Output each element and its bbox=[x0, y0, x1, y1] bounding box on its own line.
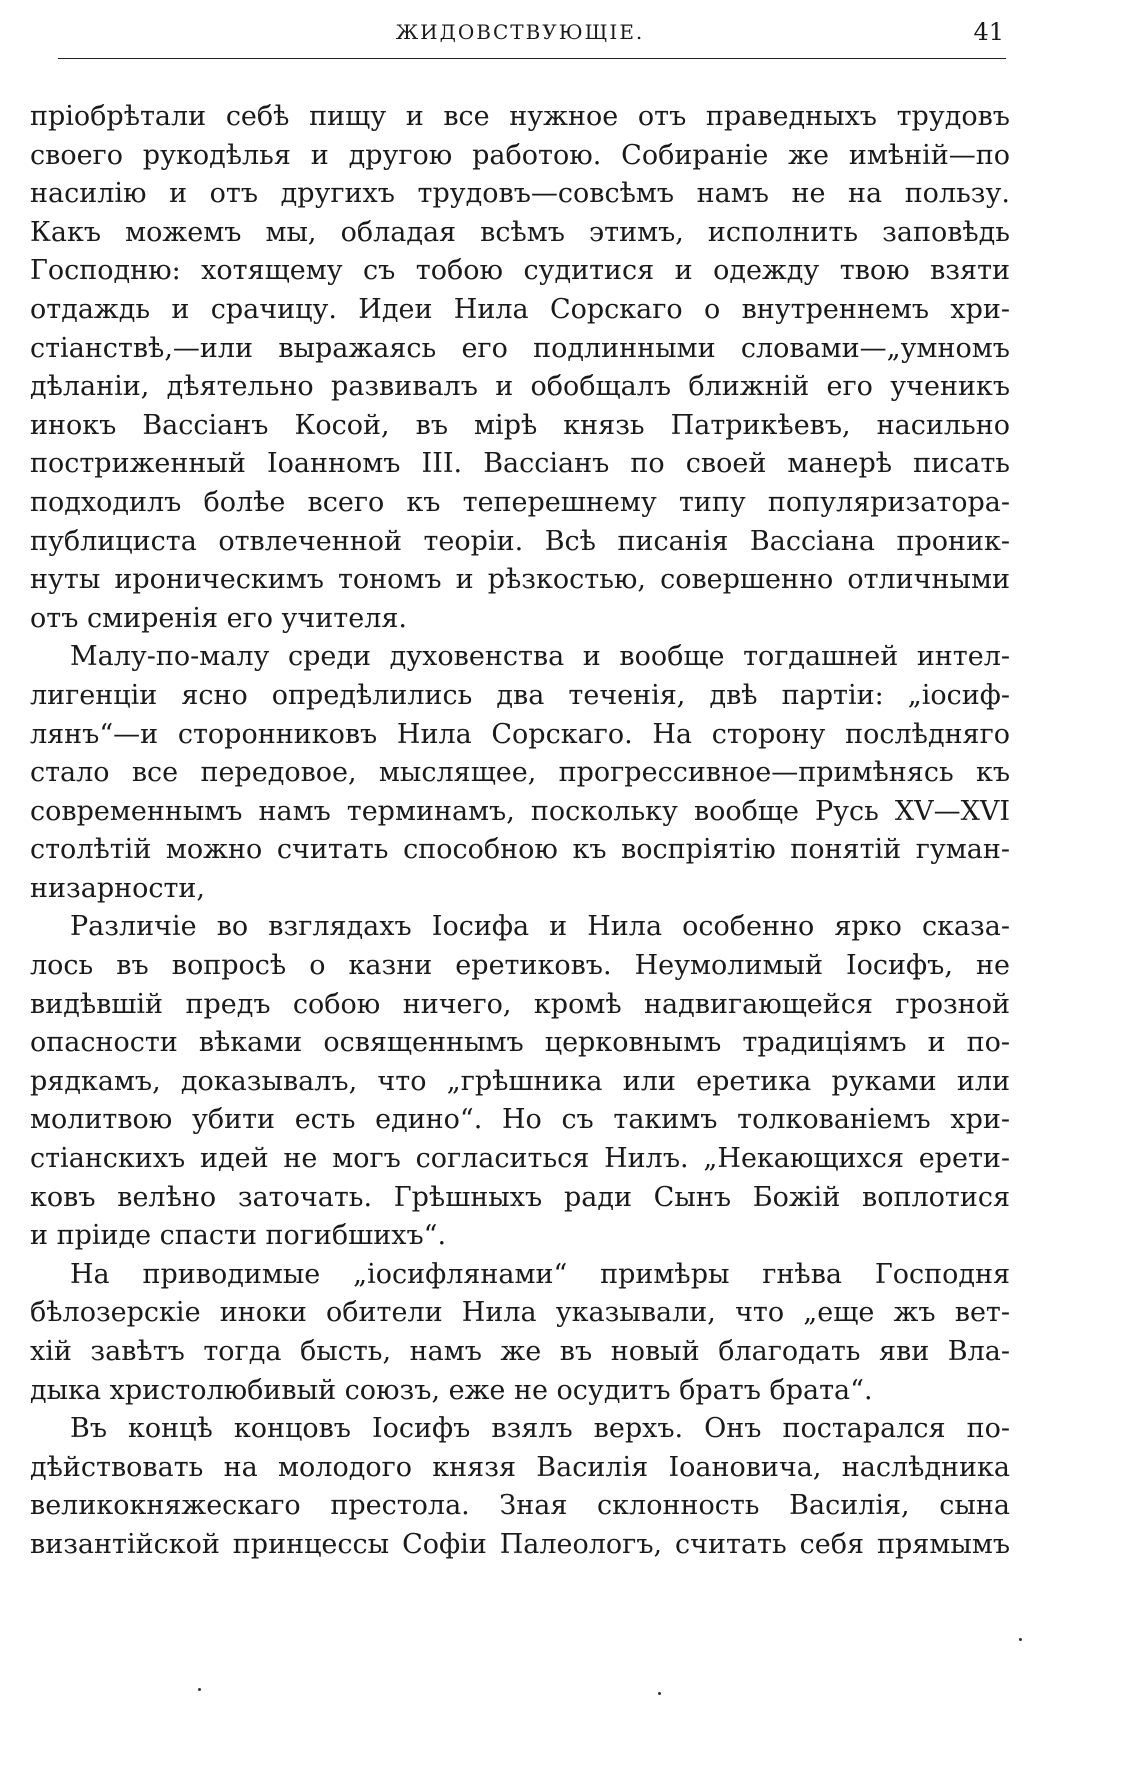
text-line: На приводимые „іосифлянами“ примѣры гнѣва Господня bbox=[70, 1258, 1010, 1290]
text-line: хій завѣтъ тогда бысть, намъ же въ новый благодать яви Вла- bbox=[30, 1336, 1010, 1367]
text-line: насилію и отъ другихъ трудовъ—совсѣмъ намъ не на пользу. bbox=[30, 178, 1010, 210]
text-line: молитвою убити есть едино“. Но съ такимъ толкованіемъ хри- bbox=[30, 1104, 1010, 1136]
text-line: отдаждь и срачицу. Идеи Нила Сорскаго о внутреннемъ хри- bbox=[30, 293, 1010, 325]
header-rule bbox=[58, 58, 1006, 59]
running-header bbox=[30, 0, 1010, 54]
text-body bbox=[30, 98, 1010, 1565]
text-line: пріобрѣтали себѣ пищу и все нужное отъ праведныхъ трудовъ bbox=[30, 101, 1010, 132]
scan-speck bbox=[1019, 1638, 1022, 1641]
text-line: Какъ можемъ мы, обладая всѣмъ этимъ, исполнить заповѣдь bbox=[30, 216, 1010, 248]
book-page bbox=[30, 0, 1010, 1560]
text-line: византійской принцессы Софіи Палеологъ, считать себя прямымъ bbox=[30, 1528, 1010, 1560]
text-line: Господню: хотящему съ тобою судитися и одежду твою взяти bbox=[30, 255, 1010, 287]
text-line: дѣланіи, дѣятельно развивалъ и обобщалъ ближній его ученикъ bbox=[30, 371, 1010, 403]
text-line: Различіе во взглядахъ Іосифа и Нила особенно ярко сказа- bbox=[70, 911, 1010, 943]
paragraph bbox=[30, 908, 1010, 1255]
text-line: публициста отвлеченной теоріи. Всѣ писанія Вассіана проник- bbox=[30, 525, 1010, 557]
text-line: стіанствѣ,—или выражаясь его подлинными словами—„умномъ bbox=[30, 332, 1010, 364]
text-line: опасности вѣками освященнымъ церковнымъ традиціямъ и по- bbox=[30, 1027, 1010, 1059]
text-line: дыка христолюбивый союзъ, еже не осудитъ братъ брата“. bbox=[30, 1374, 873, 1406]
text-line: бѣлозерскіе иноки обители Нила указывали, что „еще жъ вет- bbox=[30, 1297, 1010, 1329]
text-line: подходилъ болѣе всего къ теперешнему типу популяризатора- bbox=[30, 486, 1010, 518]
text-line: нуты ироническимъ тономъ и рѣзкостью, совершенно отличными bbox=[30, 564, 1010, 596]
running-title: ЖИДОВСТВУЮЩІЕ. bbox=[395, 20, 645, 44]
text-line: рядкамъ, доказывалъ, что „грѣшника или еретика руками или bbox=[30, 1065, 1010, 1097]
text-line: современнымъ намъ терминамъ, поскольку вообще Русь XV—XVI bbox=[30, 795, 1010, 827]
text-line: видѣвшій предъ собою ничего, кромѣ надвигающейся грозной bbox=[30, 988, 1010, 1020]
text-line: стало все передовое, мыслящее, прогрессивное—примѣнясь къ bbox=[30, 757, 1010, 789]
text-line: стіанскихъ идей не могъ согласиться Нилъ. „Некающихся ерети- bbox=[30, 1143, 1010, 1175]
text-line: лянъ“—и сторонниковъ Нила Сорскаго. На сторону послѣдняго bbox=[30, 718, 1010, 750]
text-line: великокняжескаго престола. Зная склонность Василія, сына bbox=[30, 1490, 1010, 1522]
paragraph bbox=[30, 1256, 1010, 1410]
text-line: лось въ вопросѣ о казни еретиковъ. Неумолимый Іосифъ, не bbox=[30, 950, 1010, 982]
text-line: столѣтій можно считать способною къ воспріятію понятій гуман- bbox=[30, 834, 1010, 866]
text-line: Малу-по-малу среди духовенства и вообще тогдашней интел- bbox=[70, 641, 1010, 673]
text-line: постриженный Іоанномъ III. Вассіанъ по своей манерѣ писать bbox=[30, 448, 1010, 480]
text-line: низарности, bbox=[30, 872, 205, 904]
page-number: 41 bbox=[973, 18, 1004, 46]
paragraph bbox=[30, 638, 1010, 908]
text-line: и пріиде спасти погибшихъ“. bbox=[30, 1220, 447, 1252]
paragraph bbox=[30, 1410, 1010, 1564]
text-line: лигенціи ясно опредѣлились два теченія, двѣ партіи: „іосиф- bbox=[30, 679, 1010, 711]
text-line: своего рукодѣлья и другою работою. Собираніе же имѣній—по bbox=[30, 139, 1010, 171]
text-line: отъ смиренія его учителя. bbox=[30, 602, 407, 634]
scan-speck bbox=[198, 1688, 201, 1691]
text-line: инокъ Вассіанъ Косой, въ мірѣ князь Патрикѣевъ, насильно bbox=[30, 409, 1010, 441]
text-line: дѣйствовать на молодого князя Василія Іоановича, наслѣдника bbox=[30, 1451, 1010, 1483]
text-line: Въ концѣ концовъ Іосифъ взялъ верхъ. Онъ постарался по- bbox=[70, 1413, 1010, 1445]
text-line: ковъ велѣно заточать. Грѣшныхъ ради Сынъ Божій воплотися bbox=[30, 1181, 1010, 1213]
scan-speck bbox=[658, 1692, 661, 1695]
paragraph bbox=[30, 98, 1010, 638]
